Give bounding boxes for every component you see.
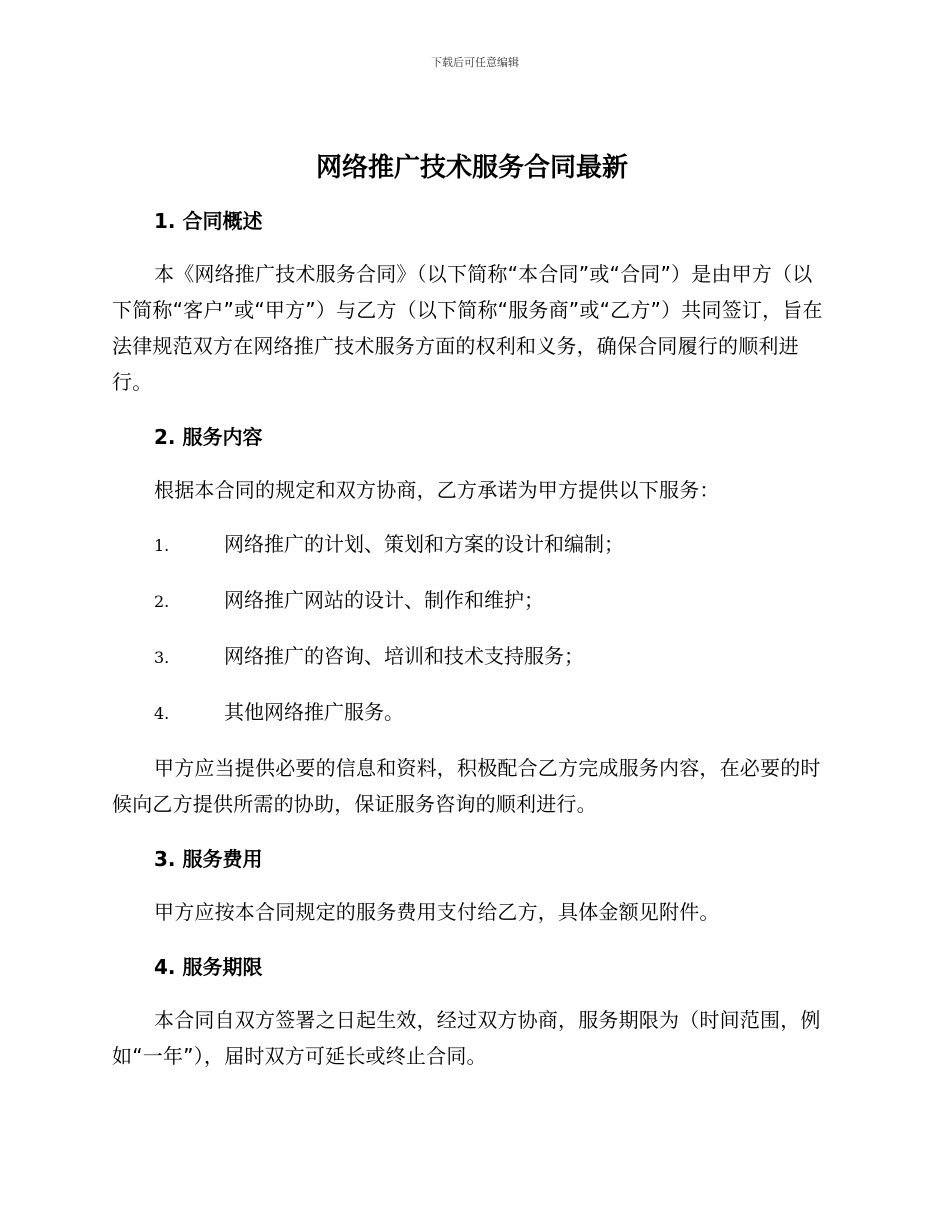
list-item-text: 其他网络推广服务。: [224, 700, 404, 724]
section-heading-services: 2. 服务内容: [154, 425, 263, 449]
section-paragraph-overview: 本《网络推广技术服务合同》（以下简称“本合同”或“合同”）是由甲方（以下简称“客户”或“甲方”）与乙方（以下简称“服务商”或“乙方”）共同签订，旨在法律规范双方在网络推广技术服务方面的权利和义务，确保合同履行的顺利进行。: [112, 262, 823, 394]
list-item: [112, 582, 832, 620]
section-heading-overview: 1. 合同概述: [154, 209, 263, 233]
list-item-text: 网络推广的咨询、培训和技术支持服务；: [224, 644, 584, 668]
header-note: 下载后可任意编辑: [431, 56, 519, 69]
section-paragraph-term: 本合同自双方签署之日起生效，经过双方协商，服务期限为（时间范围，例如“一年”），届时双方可延长或终止合同。: [112, 1008, 821, 1068]
document-body: [112, 146, 832, 1074]
section-paragraph-fees: 甲方应按本合同规定的服务费用支付给乙方，具体金额见附件。: [154, 900, 720, 924]
section-paragraph-services-intro: 根据本合同的规定和双方协商，乙方承诺为甲方提供以下服务：: [154, 478, 720, 502]
section-heading-term: 4. 服务期限: [154, 955, 263, 979]
section-paragraph-services-closing: 甲方应当提供必要的信息和资料，积极配合乙方完成服务内容，在必要的时候向乙方提供所需的协助，保证服务咨询的顺利进行。: [112, 756, 821, 816]
document-title: 网络推广技术服务合同最新: [315, 153, 628, 183]
list-item-number: 3.: [154, 648, 170, 667]
list-item-number: 2.: [154, 592, 170, 611]
list-item-number: 4.: [154, 704, 170, 723]
list-item: [112, 526, 832, 564]
list-item: [112, 694, 832, 732]
list-item: [112, 638, 832, 676]
list-item-text: 网络推广的计划、策划和方案的设计和编制；: [224, 532, 624, 556]
section-heading-fees: 3. 服务费用: [154, 847, 263, 871]
list-item-number: 1.: [154, 536, 170, 555]
list-item-text: 网络推广网站的设计、制作和维护；: [224, 588, 544, 612]
